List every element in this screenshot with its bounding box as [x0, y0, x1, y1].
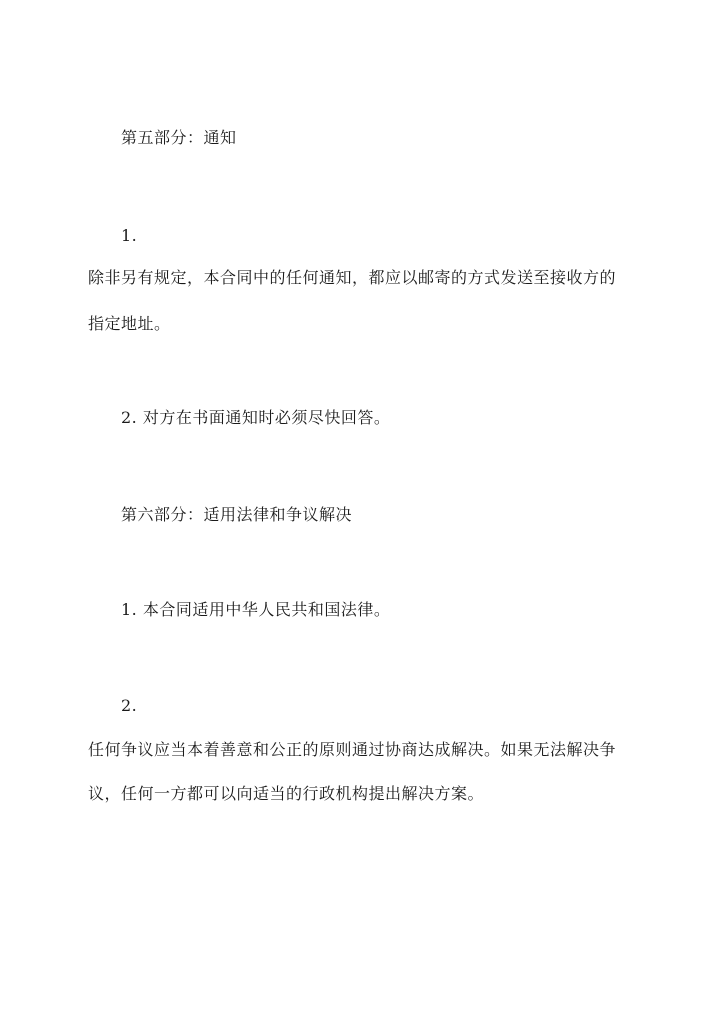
- section-6-item-2-number: 2.: [121, 696, 138, 715]
- section-5-item-1-number: 1.: [121, 226, 138, 245]
- section-6-heading: 第六部分：适用法律和争议解决: [121, 505, 353, 524]
- section-6-item-2-line-1: 任何争议应当本着善意和公正的原则通过协商达成解决。如果无法解决争: [88, 740, 617, 759]
- section-6-item-2-line-2: 议，任何一方都可以向适当的行政机构提出解决方案。: [88, 784, 485, 803]
- section-5-heading: 第五部分：通知: [121, 128, 237, 147]
- section-5-item-2: 2. 对方在书面通知时必须尽快回答。: [121, 408, 391, 427]
- section-5-item-1-line-2: 指定地址。: [88, 314, 171, 333]
- section-6-item-1: 1. 本合同适用中华人民共和国法律。: [121, 600, 391, 619]
- section-5-item-1-line-1: 除非另有规定，本合同中的任何通知，都应以邮寄的方式发送至接收方的: [88, 268, 617, 287]
